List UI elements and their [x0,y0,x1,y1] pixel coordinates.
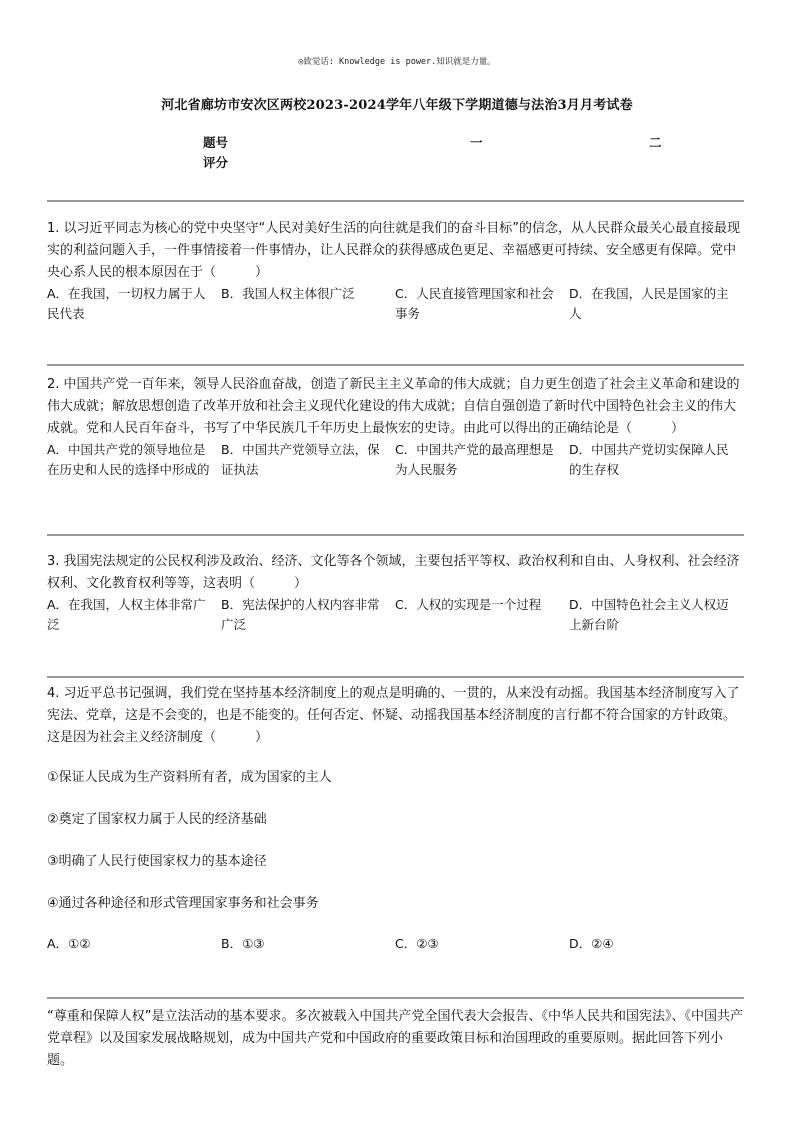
option-a[interactable]: A．在我国，一切权力属于人民代表 [47,286,206,321]
score-row-grade [203,153,673,173]
question-2 [47,374,743,480]
option-list [47,595,743,635]
option-a[interactable]: A．中国共产党的领导地位是在历史和人民的选择中形成的 [47,442,210,477]
score-label-number: 题号 [203,135,229,150]
passage-text: “尊重和保障人权”是立法活动的基本要求。多次被载入中国共产党全国代表大会报告、《中华人民共和国宪法》、《中国共产党章程》以及国家发展战略规划，成为中国共产党和中国政府的重要政策目标和治国理政的重要原则。据此回答下列小题。 [47,1009,743,1068]
statement-4: ④通过各种途径和形式管理国家事务和社会事务 [47,896,319,911]
divider [47,676,744,678]
option-b[interactable]: B．中国共产党领导立法，保证执法 [221,442,380,477]
score-row-number [203,133,673,153]
reading-passage [47,1006,743,1072]
option-list [47,440,743,480]
score-table [203,133,673,173]
question-1 [47,218,743,324]
option-c[interactable]: C．中国共产党的最高理想是为人民服务 [395,442,554,477]
option-d[interactable]: D．在我国，人民是国家的主人 [569,286,729,321]
question-stem: 1. 以习近平同志为核心的党中央坚守“人民对美好生活的向往就是我们的奋斗目标”的信念，从人民群众最关心最直接最现实的利益问题入手，一件事情接着一件事情办，让人民群众的获得感成色更足、幸福感更可持续、安全感更有保障。党中央心系人民的根本原因在于（ ） [47,221,741,280]
option-c[interactable]: C．②③ [395,936,439,951]
question-3 [47,551,743,635]
exam-title: 河北省廊坊市安次区两校2023-2024学年八年级下学期道德与法治3月月考试卷 [161,98,633,113]
score-label-grade: 评分 [203,155,229,170]
option-list [47,284,743,324]
divider [47,364,744,366]
statement-1: ①保证人民成为生产资料所有者，成为国家的主人 [47,770,332,785]
option-c[interactable]: C．人民直接管理国家和社会事务 [395,286,554,321]
option-c[interactable]: C．人权的实现是一个过程 [395,597,542,612]
score-col-two: 二 [649,135,662,150]
option-b[interactable]: B．①③ [221,936,265,951]
option-a[interactable]: A．①② [47,936,91,951]
option-list [47,934,743,954]
option-a[interactable]: A．在我国，人权主体非常广泛 [47,597,206,632]
question-stem: 3. 我国宪法规定的公民权利涉及政治、经济、文化等各个领域，主要包括平等权、政治权利和自由、人身权利、社会经济权利、文化教育权利等等，这表明（ ） [47,554,740,591]
option-d[interactable]: D．中国特色社会主义人权迈上新台阶 [569,597,729,632]
option-b[interactable]: B．我国人权主体很广泛 [221,286,355,301]
divider [47,534,744,536]
divider [47,997,744,999]
option-b[interactable]: B．宪法保护的人权内容非常广泛 [221,597,380,632]
divider [47,200,744,202]
question-stem: 4. 习近平总书记强调，我们党在坚持基本经济制度上的观点是明确的、一贯的，从来没有动摇。我国基本经济制度写入了宪法、党章，这是不会变的，也是不能变的。任何否定、怀疑、动摇我国基本经济制度的言行都不符合国家的方针政策。这是因为社会主义经济制度（ ） [47,686,740,745]
option-d[interactable]: D．②④ [569,936,614,951]
question-4 [47,683,743,954]
header-motto: ◎致觉话: Knowledge is power.知识就是力量。 [298,57,496,67]
score-col-one: 一 [470,135,483,150]
statement-3: ③明确了人民行使国家权力的基本途径 [47,854,267,869]
question-stem: 2. 中国共产党一百年来，领导人民浴血奋战，创造了新民主主义革命的伟大成就；自力更生创造了社会主义革命和建设的伟大成就；解放思想创造了改革开放和社会主义现代化建设的伟大成就；自信自强创造了新时代中国特色社会主义的伟大成就。党和人民百年奋斗，书写了中华民族几千年历史上最恢宏的史诗。由此可以得出的正确结论是（ ） [47,377,740,436]
statement-2: ②奠定了国家权力属于人民的经济基础 [47,812,267,827]
option-d[interactable]: D．中国共产党切实保障人民的生存权 [569,442,729,477]
